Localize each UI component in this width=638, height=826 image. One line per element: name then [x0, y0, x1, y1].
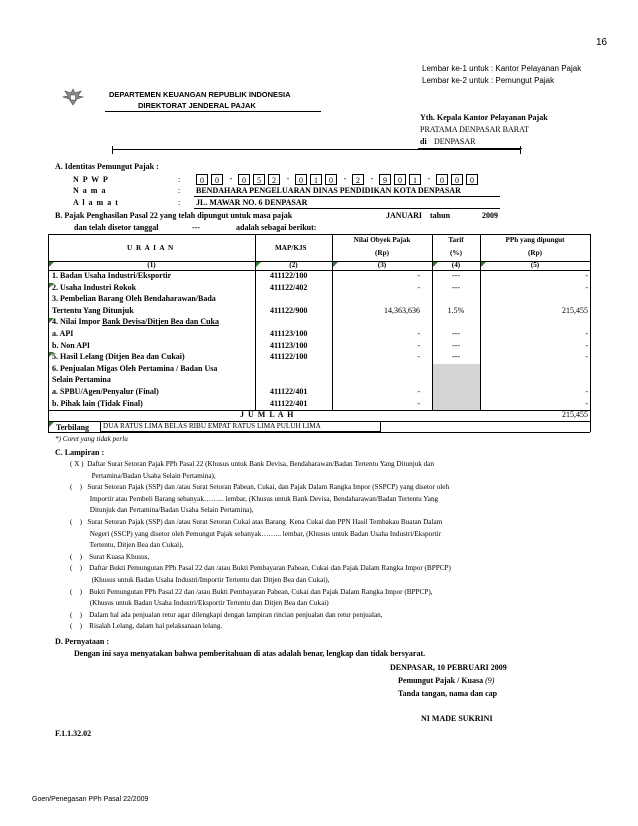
header-nilai-unit: (Rp): [375, 249, 389, 257]
lampiran-item: Pertamina/Badan Usaha Selain Pertamina),: [70, 471, 216, 480]
nama-label: N a m a: [73, 186, 107, 195]
row-uraian: 4. Nilai Impor Bank Devisa/Ditjen Bea dan Cuka: [52, 317, 219, 327]
col-number-1: (1): [147, 261, 156, 269]
npwp-colon: :: [178, 175, 181, 184]
section-b-line-1: B. Pajak Penghasilan Pasal 22 yang telah dipungut untuk masa pajak: [55, 211, 293, 220]
row-uraian: 3. Pembelian Barang Oleh Bendaharawan/Bada: [52, 294, 216, 304]
npwp-digit-box: 0: [451, 174, 463, 185]
lampiran-item: Importir atau Pembeli Barang sebanyak……... lembar, (Khusus untuk Bank Devisa, Bendaharawan/Badan Tertentu Yang: [70, 494, 439, 503]
signature-role: [398, 676, 494, 685]
lampiran-item: (Khusus untuk Badan Usaha Industri/Importir Tertentu dan Ditjen Bea dan Cukai),: [70, 576, 330, 584]
row-pph: -: [585, 352, 588, 362]
npwp-digit-box: 0: [211, 174, 223, 185]
row-uraian: 6. Penjualan Migas Oleh Pertamina / Badan Usa: [52, 363, 218, 373]
row-uraian: Selain Pertamina: [52, 375, 111, 385]
signature-place-date: DENPASAR, 10 PEBRUARI 2009: [390, 663, 507, 672]
signature-instruction: Tanda tangan, nama dan cap: [398, 689, 498, 698]
npwp-separator: -: [286, 174, 290, 183]
lampiran-item: ( ) Daftar Bukti Pemungutan PPh Pasal 22 dan /atau Bukti Pembayaran Pabean, Cukai dan Pajak Dalam Rangka Impor (BPPCP): [70, 564, 451, 573]
lampiran-item: Tertentu, Ditjen Bea dan Cukai),: [70, 541, 184, 550]
tarif-shaded-cell: [433, 364, 480, 410]
footer-text: Goen/Penegasan PPh Pasal 22/2009: [32, 796, 149, 803]
section-a-title: A. Identitas Pemungut Pajak :: [55, 162, 159, 171]
npwp-digit-box: 0: [325, 174, 337, 185]
masa-pajak-month: JANUARI: [386, 211, 422, 220]
lampiran-item: ( ) Surat Kuasa Khusus,: [70, 552, 150, 561]
row-uraian: b. Pihak lain (Tidak Final): [52, 398, 143, 408]
section-a-tick-right: [520, 146, 521, 154]
coret-note: *) Coret yang tidak perlu: [55, 435, 128, 443]
row-nilai: -: [417, 329, 420, 338]
row-pph: -: [585, 340, 588, 350]
lampiran-item: ( ) Bukti Pemungutan PPh Pasal 22 dan /atau Bukti Pembayaran Pabean, Cukai dan Pajak Dalam Rangka Impor (BPPCP),: [70, 587, 433, 596]
row-tarif: ---: [452, 271, 460, 280]
col-number-3: (3): [377, 261, 387, 269]
header-mapkjs: MAP/KJS: [275, 244, 307, 252]
row-tarif: ---: [452, 329, 460, 338]
header-pph: PPh yang dipungut: [505, 236, 565, 244]
signature-role-text: Pemungut Pajak / Kuasa: [398, 676, 484, 685]
lampiran-item: ( ) Dalam hal ada penjualan retur agar dilengkapi dengan lampiran rincian penjualan dan retur penjualan,: [70, 610, 383, 619]
row-map: 411123/100: [270, 329, 308, 338]
copy-note-2: Lembar ke-2 untuk : Pemungut Pajak: [422, 76, 555, 85]
header-underline: [105, 111, 321, 112]
signature-name: NI MADE SUKRINI: [421, 714, 493, 723]
tahun-label: tahun: [430, 211, 451, 220]
setor-date: ---: [192, 223, 200, 232]
row-nilai: -: [417, 271, 420, 280]
npwp-digit-box: 9: [379, 174, 391, 185]
tahun-value: 2009: [482, 211, 498, 220]
npwp-digit-box: 1: [310, 174, 322, 185]
row-uraian: Tertentu Yang Ditunjuk: [52, 305, 134, 315]
row-nilai: -: [417, 387, 420, 396]
addressee-di: di: [420, 137, 427, 146]
npwp-digit-box: 0: [436, 174, 448, 185]
row-nilai: -: [417, 398, 420, 408]
npwp-separator: -: [229, 174, 233, 183]
lampiran-item: Ditunjuk dan Pertamina/Badan Usaha Selain Pertamina),: [70, 506, 254, 515]
lampiran-item: ( ) Risalah Lelang, dalam hal pelaksanaan lelang.: [70, 622, 223, 631]
terbilang-label: Terbilang: [56, 423, 90, 432]
section-b-line-2a: dan telah disetor tanggal: [74, 223, 159, 232]
npwp-digit-box: 2: [268, 174, 280, 185]
section-b-line-2c: adalah sebagai berikut:: [236, 223, 317, 232]
npwp-separator: -: [427, 174, 431, 183]
row-pph: -: [585, 387, 588, 396]
header-pph-unit: (Rp): [528, 249, 542, 257]
section-c-title: C. Lampiran :: [55, 448, 105, 457]
npwp-digit-box: 5: [253, 174, 265, 185]
lampiran-item: ( ) Surat Setoran Pajak (SSP) dan /atau Surat Setoran Pabean, Cukai, dan Pajak Dalam Rangka Impor (SSPCP) yang disetor oleh: [70, 483, 450, 492]
row-nilai: -: [417, 340, 420, 350]
nama-underline: [194, 196, 500, 197]
row-uraian: 5. Hasil Lelang (Ditjen Bea dan Cukai): [52, 352, 185, 362]
terbilang-value: DUA RATUS LIMA BELAS RIBU EMPAT RATUS LIMA PULUH LIMA: [103, 422, 321, 430]
alamat-colon: :: [178, 198, 181, 207]
npwp-separator: -: [343, 174, 347, 183]
row-nilai: -: [417, 352, 420, 362]
npwp-label: N P W P: [73, 175, 109, 184]
addressee-line-2: PRATAMA DENPASAR BARAT: [420, 125, 529, 134]
page-number: 16: [596, 37, 608, 48]
lampiran-item: ( X ) Daftar Surat Setoran Pajak PPh Pasal 22 (Khusus untuk Bank Devisa, Bendaharawan/Badan Tertentu Yang Ditunjuk dan: [70, 460, 435, 468]
addressee-line-1: Yth. Kepala Kantor Pelayanan Pajak: [420, 113, 548, 122]
copy-note-1: Lembar ke-1 untuk : Kantor Pelayanan Pajak: [422, 64, 582, 73]
form-code: F.1.1.32.02: [55, 729, 92, 738]
npwp-digit-box: 0: [196, 174, 208, 185]
row-tarif: ---: [452, 352, 460, 362]
row-nilai: 14,363,636: [384, 305, 420, 315]
lampiran-item: Negeri (SSCP) yang disetor oleh Pemungut Pajak sebanyak……... lembar, (Khusus untuk Badan Usaha Industri/Eksportir: [70, 529, 442, 538]
row-uraian: a. API: [52, 329, 74, 338]
pernyataan-text: Dengan ini saya menyatakan bahwa pemberitahuan di atas adalah benar, lengkap dan tidak bersyarat.: [74, 649, 426, 658]
nama-value: BENDAHARA PENGELUARAN DINAS PENDIDIKAN KOTA DENPASAR: [196, 186, 461, 195]
col-number-2: (2): [289, 261, 298, 269]
directorate-name: DIREKTORAT JENDERAL PAJAK: [138, 101, 256, 110]
npwp-separator: -: [370, 174, 374, 183]
row-pph: -: [585, 329, 588, 338]
underlined-text: Bank Devisa/Ditjen Bea dan Cuka: [102, 317, 219, 327]
lampiran-item: ( ) Surat Setoran Pajak (SSP) dan /atau Surat Setoran Cukai atas Barang Kena Cukai dan PPN Hasil Tembakau Buatan Dalam: [70, 518, 443, 526]
col-number-4: (4): [451, 261, 461, 269]
alamat-underline: [194, 208, 500, 209]
row-uraian: 2. Usaha Industri Rokok: [52, 282, 137, 292]
row-uraian: b. Non API: [52, 340, 91, 350]
row-map: 411122/100: [270, 352, 308, 362]
row-pph: -: [585, 398, 588, 408]
section-a-top-line: [112, 149, 520, 150]
garuda-emblem-icon: [61, 87, 85, 107]
row-pph: -: [585, 271, 588, 280]
header-uraian: U R A I A N: [127, 244, 175, 252]
row-map: 411122/900: [270, 305, 308, 315]
addressee-city: DENPASAR: [434, 137, 476, 146]
npwp-digit-box: 1: [409, 174, 421, 185]
row-map: 411122/401: [270, 398, 308, 408]
section-d-title: D. Pernyataan :: [55, 637, 109, 646]
lampiran-item: (Khusus untuk Badan Usaha Industri/Eksportir Tertentu dan Ditjen Bea dan Cukai): [70, 599, 329, 608]
section-a-tick-left: [112, 146, 113, 154]
ministry-name: DEPARTEMEN KEUANGAN REPUBLIK INDONESIA: [109, 90, 291, 99]
npwp-digit-box: 0: [466, 174, 478, 185]
row-map: 411122/401: [270, 387, 308, 396]
row-tarif: ---: [452, 282, 460, 292]
header-nilai: Nilai Obyek Pajak: [353, 236, 411, 244]
row-map: 411123/100: [270, 340, 308, 350]
npwp-digit-box: 2: [352, 174, 364, 185]
alamat-label: A l a m a t: [73, 198, 119, 207]
row-pph: -: [585, 282, 588, 292]
row-pph: 215,455: [562, 305, 588, 315]
nama-colon: :: [178, 186, 181, 195]
row-nilai: -: [417, 282, 420, 292]
col-number-5: (5): [530, 261, 540, 269]
row-tarif: 1.5%: [447, 305, 465, 315]
jumlah-label: J U M L A H: [240, 410, 295, 419]
npwp-digit-box: 0: [394, 174, 406, 185]
header-tarif-unit: (%): [450, 249, 462, 257]
header-tarif: Tarif: [448, 236, 464, 244]
signature-role-note: (9): [485, 676, 495, 685]
row-uraian: 1. Badan Usaha Industri/Eksportir: [52, 271, 172, 280]
npwp-digit-box: 0: [295, 174, 307, 185]
row-map: 411122/402: [270, 282, 308, 292]
row-tarif: ---: [452, 340, 460, 350]
row-uraian: a. SPBU/Agen/Penyalur (Final): [52, 387, 159, 396]
row-map: 411122/100: [270, 271, 308, 280]
alamat-value: JL. MAWAR NO. 6 DENPASAR: [196, 198, 308, 207]
npwp-digit-box: 0: [238, 174, 250, 185]
jumlah-value: 215,455: [562, 410, 588, 419]
